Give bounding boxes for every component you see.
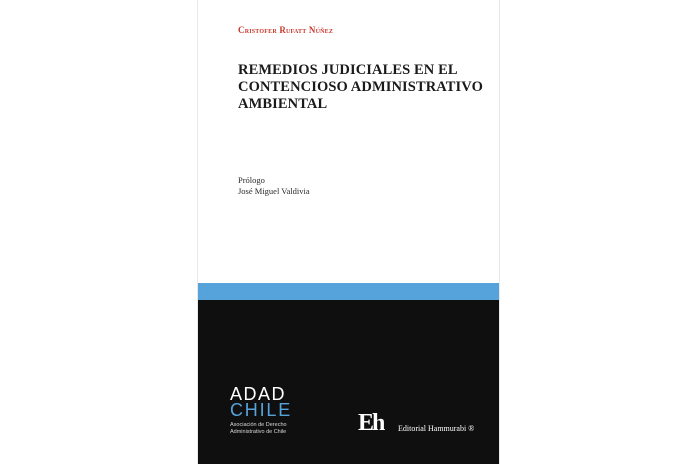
prologue-author: José Miguel Valdivia — [238, 186, 310, 196]
title-line-1: REMEDIOS JUDICIALES EN EL — [238, 62, 458, 78]
title-line-3: AMBIENTAL — [238, 96, 328, 112]
prologue-label: Prólogo — [238, 175, 265, 185]
author-name: Cristofer Rufatt Núñez — [238, 25, 334, 35]
title-line-2: CONTENCIOSO ADMINISTRATIVO — [238, 79, 483, 95]
adad-caption-line1: Asociación de Derecho — [230, 422, 287, 428]
publisher-name: Editorial Hammurabi ® — [398, 424, 475, 433]
publisher-logo: Eh — [358, 410, 384, 436]
dark-band — [198, 300, 499, 464]
adad-caption-line2: Administrativo de Chile — [230, 429, 287, 435]
adad-logo-caption — [230, 422, 287, 436]
blue-band — [198, 283, 499, 300]
adad-logo-line2: CHILE — [230, 400, 293, 420]
prologue-block — [238, 175, 310, 197]
book-cover — [197, 0, 500, 464]
adad-logo-line1: ADAD — [230, 384, 287, 404]
book-title — [238, 62, 496, 113]
